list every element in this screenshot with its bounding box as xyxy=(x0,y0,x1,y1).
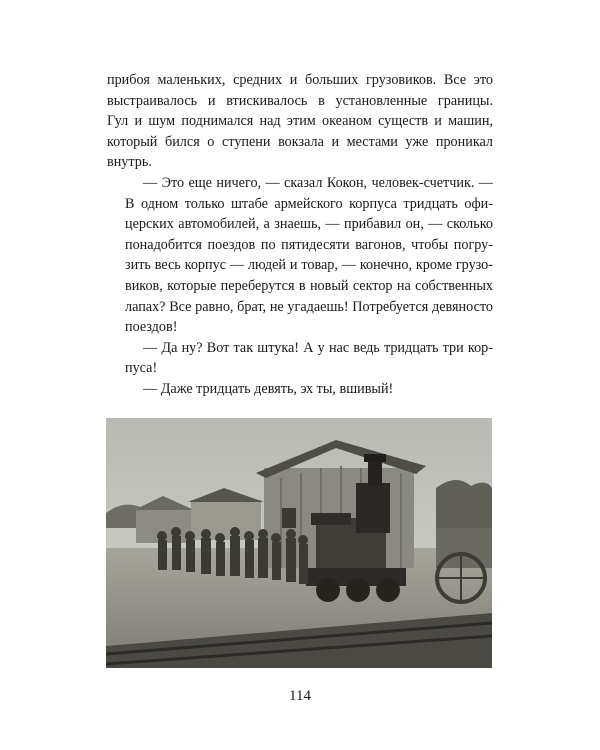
photo-illustration xyxy=(106,418,492,668)
text-line: понадобится поездов по пятидесяти вагонов, чтобы погру- xyxy=(125,236,493,253)
text-line: — Да ну? Вот так штука! А у нас ведь тридцать три кор- xyxy=(143,339,493,356)
paragraph-2 xyxy=(107,173,493,338)
paragraph-4 xyxy=(107,379,493,400)
text-line: В одном только штабе армейского корпуса тридцать офи- xyxy=(125,195,493,212)
text-line: поездов! xyxy=(125,319,178,336)
text-line: лапах? Все равно, брат, не угадаешь! Потребуется девяносто xyxy=(125,298,493,315)
text-line: внутрь. xyxy=(107,154,152,171)
text-line: пуса! xyxy=(125,360,158,377)
text-line: который бился о ступени вокзала и местами уже проникал xyxy=(107,133,493,150)
text-line: церских автомобилей, а знаешь, — прибавил он, — сколько xyxy=(125,216,493,233)
page-number: 114 xyxy=(289,688,311,704)
text-line: виков, которые переберутся в новый сектор на собственных xyxy=(125,277,493,294)
body-text xyxy=(107,70,493,400)
text-line: Гул и шум поднимался над этим океаном существ и машин, xyxy=(107,113,493,130)
text-line: выстраивалось и втискивалось в установленные границы. xyxy=(107,92,493,109)
paragraph-3 xyxy=(107,338,493,379)
text-line: прибоя маленьких, средних и больших грузовиков. Все это xyxy=(107,72,493,88)
paragraph-1 xyxy=(107,70,493,173)
text-line: — Даже тридцать девять, эх ты, вшивый! xyxy=(143,380,394,397)
text-line: зить весь корпус — людей и товар, — конечно, кроме грузо- xyxy=(125,257,493,274)
text-line: — Это еще ничего, — сказал Кокон, человек-счетчик. — xyxy=(143,174,493,191)
historical-photo xyxy=(106,418,492,668)
